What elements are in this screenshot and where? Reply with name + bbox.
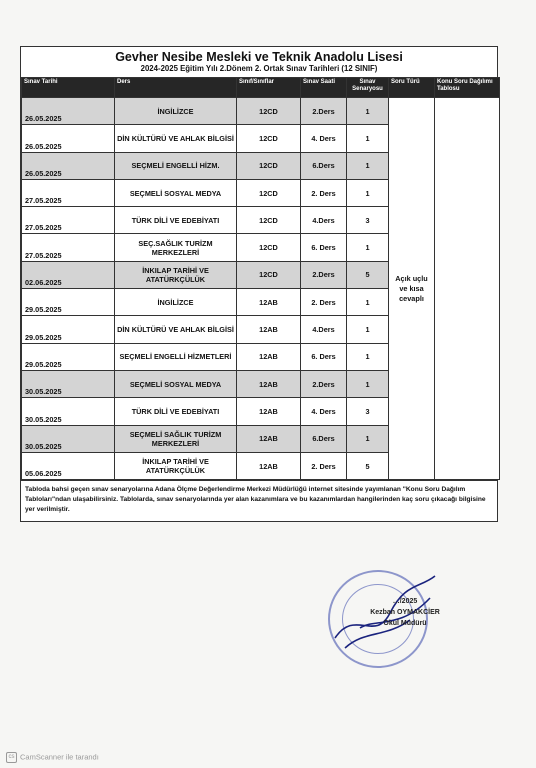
- exam-scenario: 1: [347, 179, 389, 206]
- class-group: 12AB: [237, 370, 301, 397]
- col-header-time: Sınav Saati: [301, 78, 347, 98]
- col-header-question-type: Soru Türü: [389, 78, 435, 98]
- schedule-subtitle: 2024-2025 Eğitim Yılı 2.Dönem 2. Ortak Sınav Tarihleri (12 SINIF): [140, 64, 378, 73]
- lesson-name: TÜRK DİLİ VE EDEBİYATI: [115, 398, 237, 425]
- exam-scenario: 1: [347, 125, 389, 152]
- exam-period: 4. Ders: [301, 125, 347, 152]
- exam-period: 6. Ders: [301, 343, 347, 370]
- exam-period: 2.Ders: [301, 261, 347, 288]
- col-header-scenario: Sınav Senaryosu: [347, 78, 389, 98]
- lesson-name: SEÇ.SAĞLIK TURİZM MERKEZLERİ: [115, 234, 237, 261]
- exam-date: 27.05.2025: [22, 234, 115, 261]
- exam-scenario: 1: [347, 343, 389, 370]
- class-group: 12AB: [237, 425, 301, 452]
- distribution-table-cell: [435, 98, 500, 480]
- lesson-name: SEÇMELİ SAĞLIK TURİZM MERKEZLERİ: [115, 425, 237, 452]
- lesson-name: DİN KÜLTÜRÜ VE AHLAK BİLGİSİ: [115, 316, 237, 343]
- lesson-name: SEÇMELİ ENGELLİ HİZMETLERİ: [115, 343, 237, 370]
- table-header: [22, 78, 500, 98]
- exam-period: 6.Ders: [301, 152, 347, 179]
- exam-scenario: 3: [347, 398, 389, 425]
- exam-scenario: 1: [347, 425, 389, 452]
- question-type-cell: Açık uçlu ve kısa cevaplı: [389, 98, 435, 480]
- exam-period: 2.Ders: [301, 98, 347, 125]
- exam-date: 26.05.2025: [22, 125, 115, 152]
- scanner-label: CamScanner ile tarandı: [20, 752, 99, 762]
- col-header-distribution: Konu Soru Dağılımı Tablosu: [435, 78, 500, 98]
- exam-schedule-sheet: [20, 46, 498, 522]
- exam-table: [21, 77, 500, 480]
- lesson-name: İNGİLİZCE: [115, 98, 237, 125]
- lesson-name: SEÇMELİ ENGELLİ HİZM.: [115, 152, 237, 179]
- exam-period: 2. Ders: [301, 179, 347, 206]
- principal-name: Kezban OYMAKCİER: [370, 609, 440, 616]
- exam-date: 30.05.2025: [22, 398, 115, 425]
- col-header-date: Sınav Tarihi: [22, 78, 115, 98]
- class-group: 12AB: [237, 289, 301, 316]
- exam-scenario: 5: [347, 261, 389, 288]
- exam-date: 26.05.2025: [22, 98, 115, 125]
- class-group: 12AB: [237, 316, 301, 343]
- exam-date: 29.05.2025: [22, 289, 115, 316]
- footnote: Tabloda bahsi geçen sınav senaryolarına Adana Ölçme Değerlendirme Merkezi Müdürlüğü internet sitesinde yayımlanan "Konu Soru Dağılım Tabloları"ndan ulaşabilirsiniz. Tablolarda, sınav senaryolarında yer alan kazanımlara ve bu kazanımlardan hangilerinden kaç soru çıkacağı bilgisine yer verilmiştir.: [21, 480, 497, 521]
- lesson-name: DİN KÜLTÜRÜ VE AHLAK BİLGİSİ: [115, 125, 237, 152]
- camscanner-icon: cs: [6, 752, 17, 763]
- exam-date: 30.05.2025: [22, 370, 115, 397]
- exam-period: 6. Ders: [301, 234, 347, 261]
- exam-scenario: 3: [347, 207, 389, 234]
- exam-period: 2. Ders: [301, 289, 347, 316]
- exam-date: 27.05.2025: [22, 179, 115, 206]
- class-group: 12CD: [237, 207, 301, 234]
- exam-date: 05.06.2025: [22, 452, 115, 479]
- table-row: [22, 98, 500, 125]
- class-group: 12CD: [237, 234, 301, 261]
- class-group: 12CD: [237, 152, 301, 179]
- exam-date: 30.05.2025: [22, 425, 115, 452]
- exam-scenario: 5: [347, 452, 389, 479]
- lesson-name: SEÇMELİ SOSYAL MEDYA: [115, 179, 237, 206]
- exam-date: 27.05.2025: [22, 207, 115, 234]
- exam-scenario: 1: [347, 316, 389, 343]
- exam-period: 4.Ders: [301, 316, 347, 343]
- signature-scribble: [330, 568, 440, 668]
- col-header-lesson: Ders: [115, 78, 237, 98]
- exam-date: 29.05.2025: [22, 316, 115, 343]
- exam-date: 26.05.2025: [22, 152, 115, 179]
- exam-scenario: 1: [347, 370, 389, 397]
- class-group: 12CD: [237, 125, 301, 152]
- exam-scenario: 1: [347, 152, 389, 179]
- exam-period: 6.Ders: [301, 425, 347, 452]
- exam-date: 29.05.2025: [22, 343, 115, 370]
- col-header-class: Sınıf/Sınıflar: [237, 78, 301, 98]
- scanner-footer: [6, 752, 99, 763]
- principal-title: Okul Müdürü: [383, 620, 427, 627]
- class-group: 12CD: [237, 261, 301, 288]
- exam-scenario: 1: [347, 234, 389, 261]
- class-group: 12AB: [237, 452, 301, 479]
- class-group: 12CD: [237, 179, 301, 206]
- class-group: 12CD: [237, 98, 301, 125]
- lesson-name: TÜRK DİLİ VE EDEBİYATI: [115, 207, 237, 234]
- school-title: Gevher Nesibe Mesleki ve Teknik Anadolu Lisesi: [115, 50, 403, 64]
- lesson-name: SEÇMELİ SOSYAL MEDYA: [115, 370, 237, 397]
- exam-scenario: 1: [347, 98, 389, 125]
- class-group: 12AB: [237, 343, 301, 370]
- exam-date: 02.06.2025: [22, 261, 115, 288]
- exam-period: 2. Ders: [301, 452, 347, 479]
- class-group: 12AB: [237, 398, 301, 425]
- exam-scenario: 1: [347, 289, 389, 316]
- lesson-name: İNKILAP TARİHİ VE ATATÜRKÇÜLÜK: [115, 452, 237, 479]
- lesson-name: İNKILAP TARİHİ VE ATATÜRKÇÜLÜK: [115, 261, 237, 288]
- signature-date: …/2025: [392, 598, 418, 605]
- exam-period: 4. Ders: [301, 398, 347, 425]
- exam-period: 4.Ders: [301, 207, 347, 234]
- lesson-name: İNGİLİZCE: [115, 289, 237, 316]
- exam-period: 2.Ders: [301, 370, 347, 397]
